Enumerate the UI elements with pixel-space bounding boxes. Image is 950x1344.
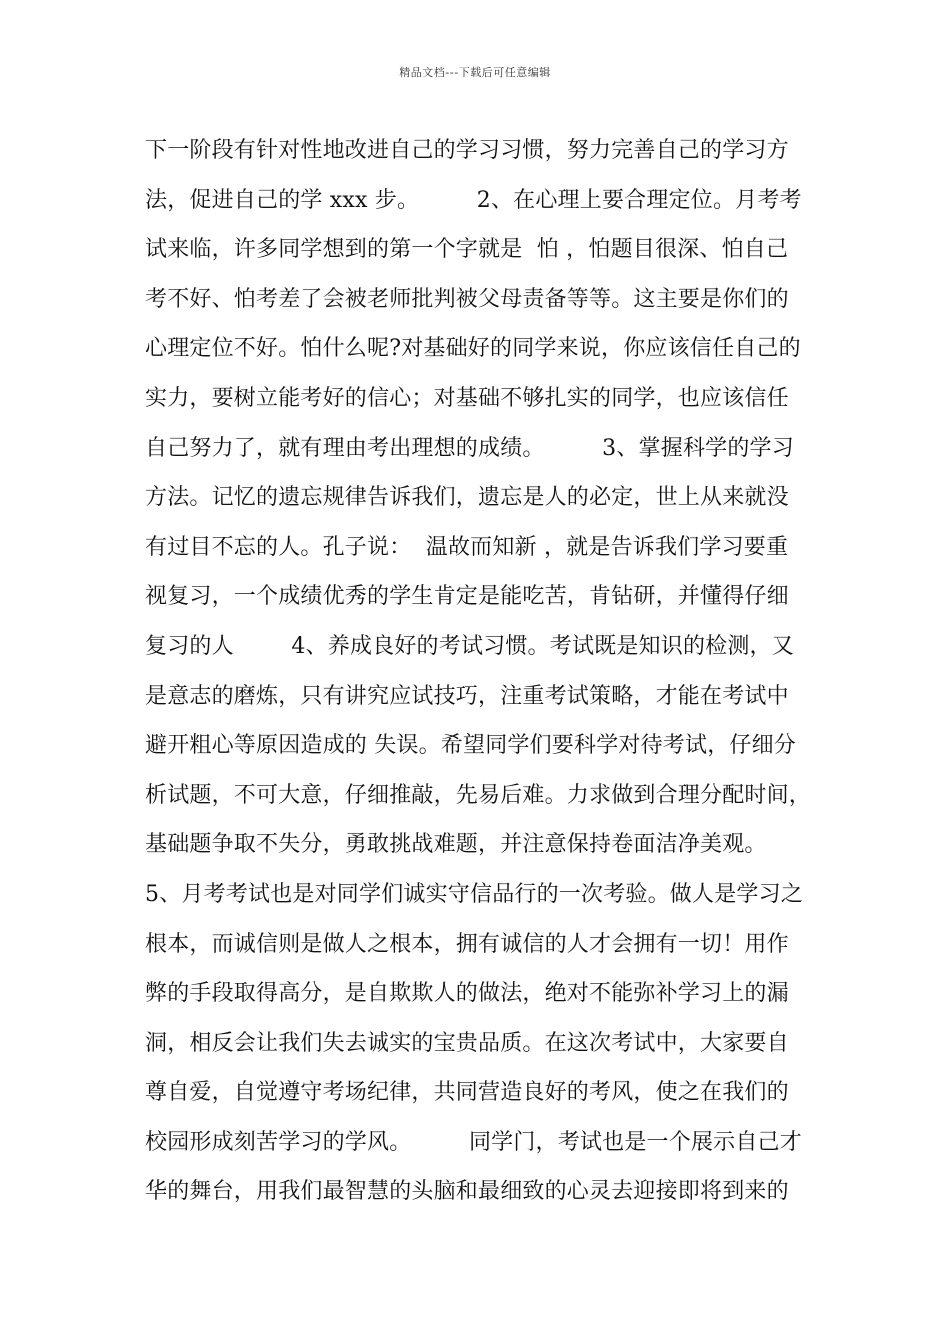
text-line: 试来临，许多同学想到的第一个字就是 怕 ，怕题目很深、怕自己	[145, 237, 789, 263]
text-line: 基础题争取不失分，勇敢挑战难题，并注意保持卷面洁净美观。	[145, 832, 767, 858]
page-header: 精品文档---下载后可任意编辑	[399, 66, 551, 79]
text-line: 有过目不忘的人。孔子说： 温故而知新 ，就是告诉我们学习要重	[145, 534, 789, 560]
text-line: 校园形成刻苦学习的学风。 同学门，考试也是一个展示自己才	[145, 1129, 802, 1155]
text-line: 下一阶段有针对性地改进自己的学习习惯，努力完善自己的学习方	[145, 138, 789, 163]
text-line: 自己努力了，就有理由考出理想的成绩。 3、掌握科学的学习	[145, 435, 794, 461]
text-line: 华的舞台，用我们最智慧的头脑和最细致的心灵去迎接即将到来的	[145, 1179, 789, 1205]
text-line: 根本，而诚信则是做人之根本，拥有诚信的人才会拥有一切！用作	[145, 931, 789, 957]
text-line: 方法。记忆的遗忘规律告诉我们，遗忘是人的必定，世上从来就没	[145, 485, 789, 511]
text-line: 是意志的磨炼，只有讲究应试技巧，注重考试策略，才能在考试中	[145, 683, 789, 709]
text-line: 复习的人 4、养成良好的考试习惯。考试既是知识的检测，又	[145, 633, 794, 659]
text-line: 析试题，不可大意，仔细推敲，先易后难。力求做到合理分配时间，	[145, 782, 812, 808]
text-line: 考不好、怕考差了会被老师批判被父母责备等等。这主要是你们的	[145, 286, 789, 312]
text-line: 视复习，一个成绩优秀的学生肯定是能吃苦，肯钻研，并懂得仔细	[145, 584, 789, 610]
text-line: 5、月考考试也是对同学们诚实守信品行的一次考验。做人是学习之	[145, 881, 803, 907]
text-line: 实力，要树立能考好的信心；对基础不够扎实的同学，也应该信任	[145, 385, 789, 411]
document-body	[145, 132, 815, 1223]
text-line: 避开粗心等原因造成的 失误。希望同学们要科学对待考试，仔细分	[145, 733, 796, 759]
text-line: 尊自爱，自觉遵守考场纪律，共同营造良好的考风，使之在我们的	[145, 1080, 789, 1106]
text-line: 弊的手段取得高分，是自欺欺人的做法，绝对不能弥补学习上的漏	[145, 981, 789, 1007]
text-line: 洞，相反会让我们失去诚实的宝贵品质。在这次考试中，大家要自	[145, 1030, 789, 1056]
text-line: 心理定位不好。怕什么呢?对基础好的同学来说，你应该信任自己的	[145, 336, 801, 362]
text-line: 法，促进自己的学 xxx 步。 2、在心理上要合理定位。月考考	[145, 187, 802, 213]
